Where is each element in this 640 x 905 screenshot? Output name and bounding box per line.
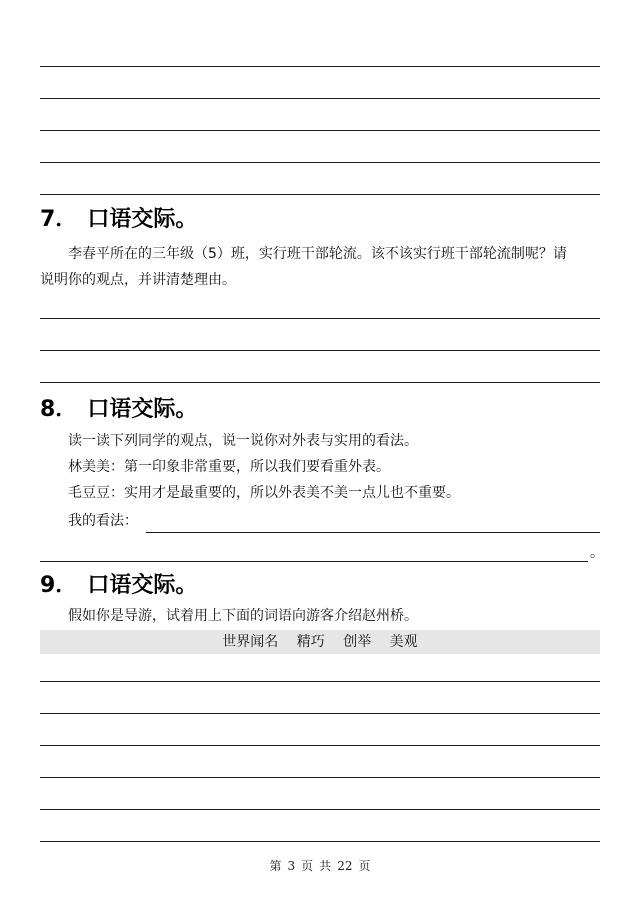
- question-number: 9．: [40, 573, 78, 598]
- end-period: 。: [590, 545, 604, 561]
- question-7-body-line-2: 说明你的观点，并讲清楚理由。: [40, 272, 236, 288]
- footer-total-unit: 页: [358, 859, 371, 873]
- footer-page-number: 3: [287, 859, 296, 873]
- answer-line: [40, 350, 600, 351]
- question-8-opinion-2: 毛豆豆：实用才是最重要的，所以外表美不美一点儿也不重要。: [68, 485, 460, 501]
- question-number: 8．: [40, 397, 78, 422]
- answer-line: [40, 66, 600, 67]
- question-8-prompt: 读一读下列同学的观点，说一说你对外表与实用的看法。: [68, 433, 418, 449]
- answer-line: [40, 681, 600, 682]
- answer-line: [40, 745, 600, 746]
- answer-line: [40, 318, 600, 319]
- answer-line: [40, 841, 600, 842]
- question-8-opinion-1: 林美美：第一印象非常重要，所以我们要看重外表。: [68, 459, 390, 475]
- answer-line[interactable]: [40, 561, 588, 562]
- question-number: 7．: [40, 207, 78, 232]
- answer-line: [40, 130, 600, 131]
- answer-line: [40, 162, 600, 163]
- answer-line: [40, 382, 600, 383]
- answer-line: [40, 777, 600, 778]
- word-bank-item: 精巧: [296, 634, 325, 650]
- footer-page-unit: 页: [301, 859, 314, 873]
- question-7-body-line-1: 李春平所在的三年级（5）班，实行班干部轮流。该不该实行班干部轮流制呢？请: [68, 246, 567, 262]
- question-7-heading: [40, 206, 197, 234]
- word-bank: [40, 630, 600, 654]
- my-view-answer-line[interactable]: [146, 532, 600, 533]
- question-8-heading: [40, 396, 197, 424]
- question-title: 口语交际。: [87, 397, 198, 422]
- page-footer: [0, 857, 640, 874]
- answer-line: [40, 98, 600, 99]
- footer-prefix: 第: [269, 859, 282, 873]
- footer-total-pages: 22: [337, 859, 353, 873]
- question-9-prompt: 假如你是导游，试着用上下面的词语向游客介绍赵州桥。: [68, 608, 418, 624]
- answer-line: [40, 713, 600, 714]
- question-title: 口语交际。: [87, 207, 198, 232]
- word-bank-item: 世界闻名: [222, 634, 279, 650]
- word-bank-item: 创举: [343, 634, 372, 650]
- answer-line: [40, 194, 600, 195]
- word-bank-item: 美观: [389, 634, 418, 650]
- question-9-heading: [40, 572, 197, 600]
- question-title: 口语交际。: [87, 573, 198, 598]
- answer-line: [40, 809, 600, 810]
- my-view-label: 我的看法：: [68, 513, 138, 529]
- footer-total-prefix: 共: [319, 859, 332, 873]
